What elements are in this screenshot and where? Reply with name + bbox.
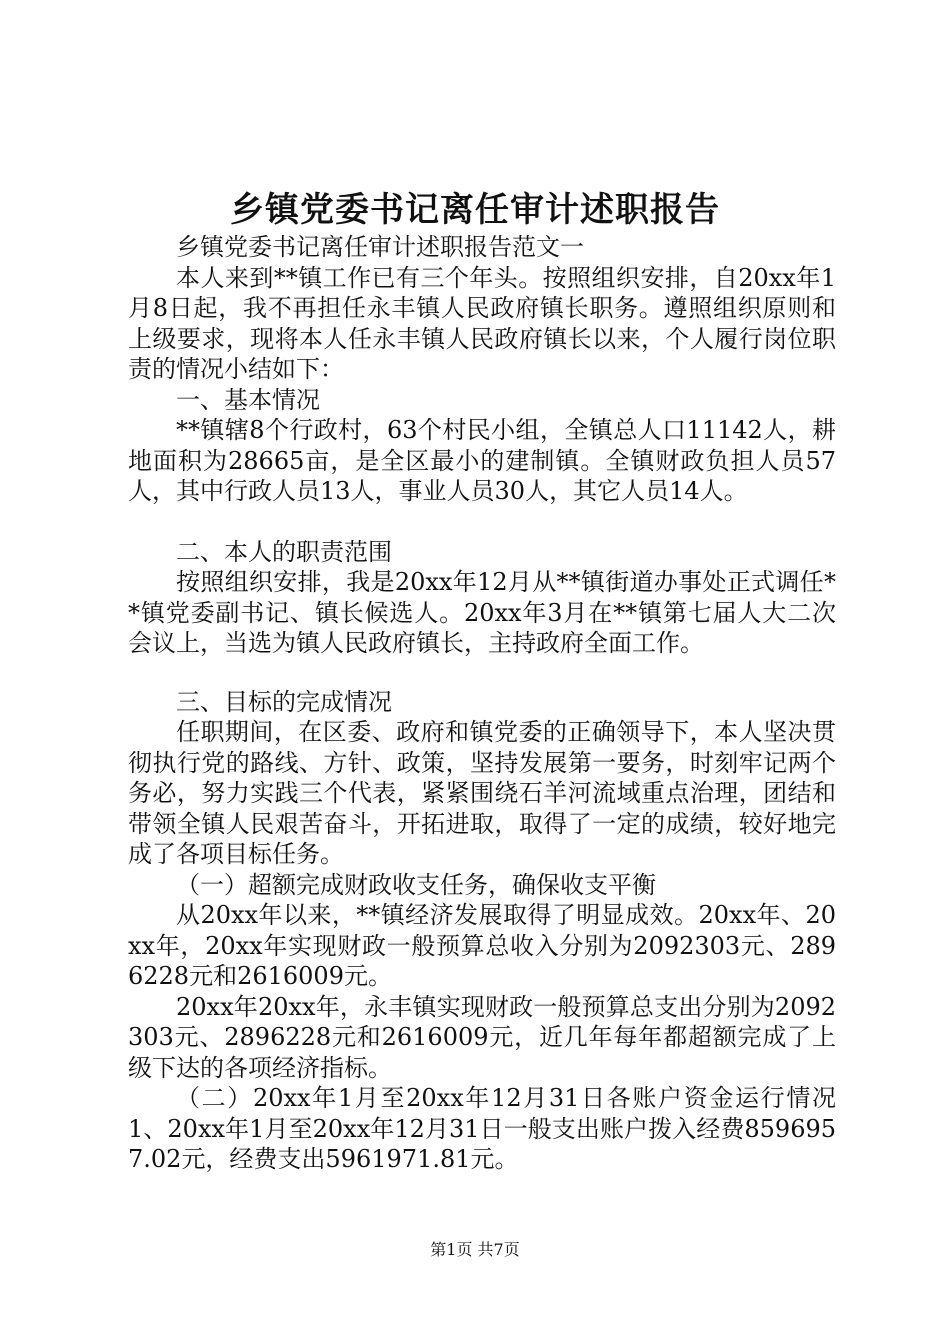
section-heading-goals: 三、目标的完成情况 xyxy=(176,687,392,716)
paragraph-accounts: （二）20xx年1月至20xx年12月31日各账户资金运行情况1、20xx年1月至20xx年12月31日一般支出账户拨入经费8596957.02元，经费支出5961971.81元。 xyxy=(128,1084,836,1173)
paragraph-duties: 按照组织安排，我是20xx年12月从**镇街道办事处正式调任**镇党委副书记、镇长候选人。20xx年3月在**镇第七届人大二次会议上，当选为镇人民政府镇长，主持政府全面工作。 xyxy=(128,568,836,657)
section-heading-duties: 二、本人的职责范围 xyxy=(176,537,392,566)
paragraph-expenditure: 20xx年20xx年，永丰镇实现财政一般预算总支出分别为2092303元、2896228元和2616009元，近几年每年都超额完成了上级下达的各项经济指标。 xyxy=(128,992,836,1082)
paragraph-intro: 本人来到**镇工作已有三个年头。按照组织安排，自20xx年1月8日起，我不再担任永丰镇人民政府镇长职务。遵照组织原则和上级要求，现将本人任永丰镇人民政府镇长以来，个人履行岗位职责的情况小结如下： xyxy=(128,263,836,383)
subsection-heading-finance: （一）超额完成财政收支任务，确保收支平衡 xyxy=(176,870,656,899)
paragraph-basic: **镇辖8个行政村，63个村民小组，全镇总人口11142人，耕地面积为28665亩，是全区最小的建制镇。全镇财政负担人员57人，其中行政人员13人，事业人员30人，其它人员14人。 xyxy=(128,416,836,505)
section-heading-basic: 一、基本情况 xyxy=(176,385,320,414)
paragraph-subtitle: 乡镇党委书记离任审计述职报告范文一 xyxy=(176,233,584,261)
document-body xyxy=(128,232,836,1175)
paragraph-goals: 任职期间，在区委、政府和镇党委的正确领导下，本人坚决贯彻执行党的路线、方针、政策，坚持发展第一要务，时刻牢记两个务必，努力实践三个代表，紧紧围绕石羊河流域重点治理，团结和带领全镇人民艰苦奋斗，开拓进取，取得了一定的成绩，较好地完成了各项目标任务。 xyxy=(128,718,836,868)
page-number: 第1页 共7页 xyxy=(430,1240,520,1259)
paragraph-revenue: 从20xx年以来，**镇经济发展取得了明显成效。20xx年、20xx年，20xx年实现财政一般预算总收入分别为2092303元、2896228元和2616009元。 xyxy=(128,901,836,990)
document-title: 乡镇党委书记离任审计述职报告 xyxy=(230,190,720,230)
